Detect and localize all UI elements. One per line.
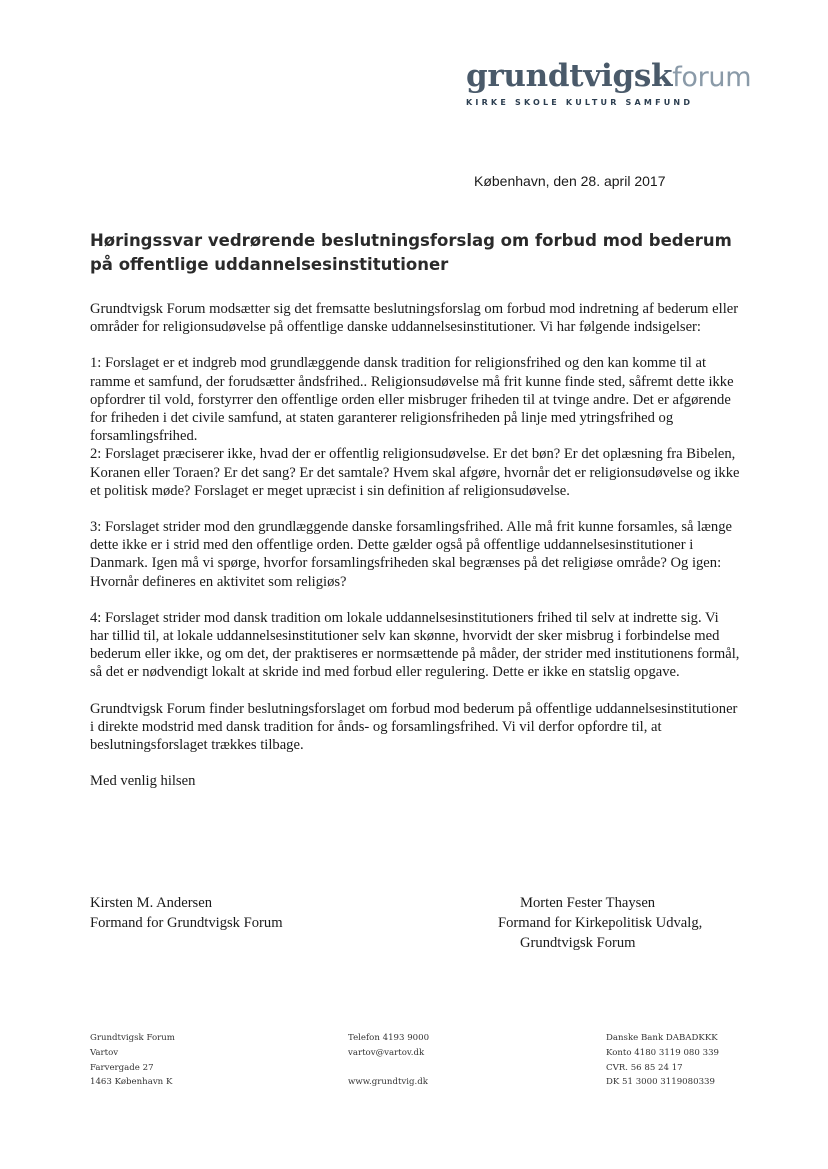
intro-paragraph: Grundtvigsk Forum modsætter sig det fremsatte beslutningsforslag om forbud mod indretning af bederum eller områder for religionsudøvelse på offentlige danske uddannelsesinstitutioner. Vi har følgende indsigelser: [90,301,739,336]
footer-contact [348,1031,429,1090]
footer-email: vartov@vartov.dk [348,1047,425,1058]
closing-greeting: Med venlig hilsen [90,773,196,790]
footer-spacer [348,1061,429,1076]
footer-bank-line: CVR. 56 85 24 17 [606,1062,683,1073]
footer-address-line: 1463 København K [90,1077,173,1088]
signature-right-org: Grundtvigsk Forum [520,935,636,951]
logo-wordmark [466,58,752,96]
point-1-paragraph: 1: Forslaget er et indgreb mod grundlæggende dansk tradition for religionsfrihed og den kan komme til at ramme et samfund, der forudsætter åndsfrihed.. Religionsudøvelse må frit kunne finde sted, såfremt dette ikke opfordrer til vold, forstyrrer den offentlige orden eller misbruger friheden til at tvinge andre. Det er afgørende for friheden i det civile samfund, at staten garanterer religionsfriheden på linje med ytringsfrihed og forsamlingsfrihed. [90,355,734,445]
signature-left-name: Kirsten M. Andersen [90,895,213,911]
footer-address-line: Grundtvigsk Forum [90,1033,175,1043]
point-4-paragraph: 4: Forslaget strider mod dansk tradition om lokale uddannelsesinstitutioners frihed til selv at indrette sig. Vi har tillid til, at lokale uddannelsesinstitutioner selv kan skønne, hvorvidt der sker misbrug i forbindelse med bederum eller ikke, og om det, der praktiseres er normsættende på måder, der strider med institutionens formål, så det er nødvendigt lokalt at skride ind med forbud eller regulering. Dette er ikke en statslig opgave. [90,609,740,681]
footer-bank-line: DK 51 3000 3119080339 [606,1077,715,1088]
logo-word-bold: grundtvigsk [466,58,673,94]
point-3-paragraph: 3: Forslaget strider mod den grundlæggende danske forsamlingsfrihed. Alle må frit kunne forsamles, så længe dette ikke er i strid med den offentlige orden. Dette gælder også på offentlige uddannelsesinstitutioner i Danmark. Igen må vi spørge, hvorfor forsamlingsfriheden skal begrænses på det religiøse område? Og igen: Hvornår defineres en aktivitet som religiøs? [90,519,732,590]
footer-bank-line: Danske Bank DABADKKK [606,1033,718,1043]
footer-phone: Telefon 4193 9000 [348,1033,430,1043]
letter-title: Høringssvar vedrørende beslutningsforslag om forbud mod bederum på offentlige uddannelsesinstitutioner [90,231,732,274]
point-2-paragraph: 2: Forslaget præciserer ikke, hvad der er offentlig religionsudøvelse. Er det bøn? Er det oplæsning fra Bibelen, Koranen eller Toraen? Er det sang? Er det samtale? Hvem skal afgøre, hvornår det er religionsudøvelse og ikke et politisk møde? Forslaget er meget upræcist i sin definition af religionsudøvelse. [90,446,740,499]
logo-word-light: forum [672,62,752,93]
signature-left [90,893,283,933]
letter-body [90,300,740,808]
footer-address-line: Vartov [90,1047,119,1058]
signature-right-role: Formand for Kirkepolitisk Udvalg, [498,915,703,931]
footer-bank-line: Konto 4180 3119 080 339 [606,1047,719,1058]
signature-left-role: Formand for Grundtvigsk Forum [90,915,283,931]
logo-tagline: KIRKE SKOLE KULTUR SAMFUND [466,98,694,107]
signature-right [498,893,702,953]
footer-address-line: Farvergade 27 [90,1062,154,1073]
signature-right-name: Morten Fester Thaysen [520,895,656,911]
footer-website: www.grundtvig.dk [348,1077,428,1088]
letter-date: København, den 28. april 2017 [474,173,666,189]
footer-bank [606,1031,719,1090]
grundtvigsk-forum-logo [466,58,752,107]
footer-address [90,1031,175,1090]
conclusion-paragraph: Grundtvigsk Forum finder beslutningsforslaget om forbud mod bederum på offentlige uddannelsesinstitutioner i direkte modstrid med dansk tradition for ånds- og forsamlingsfrihed. Vi vil derfor opfordre til, at beslutningsforslaget trækkes tilbage. [90,700,738,754]
